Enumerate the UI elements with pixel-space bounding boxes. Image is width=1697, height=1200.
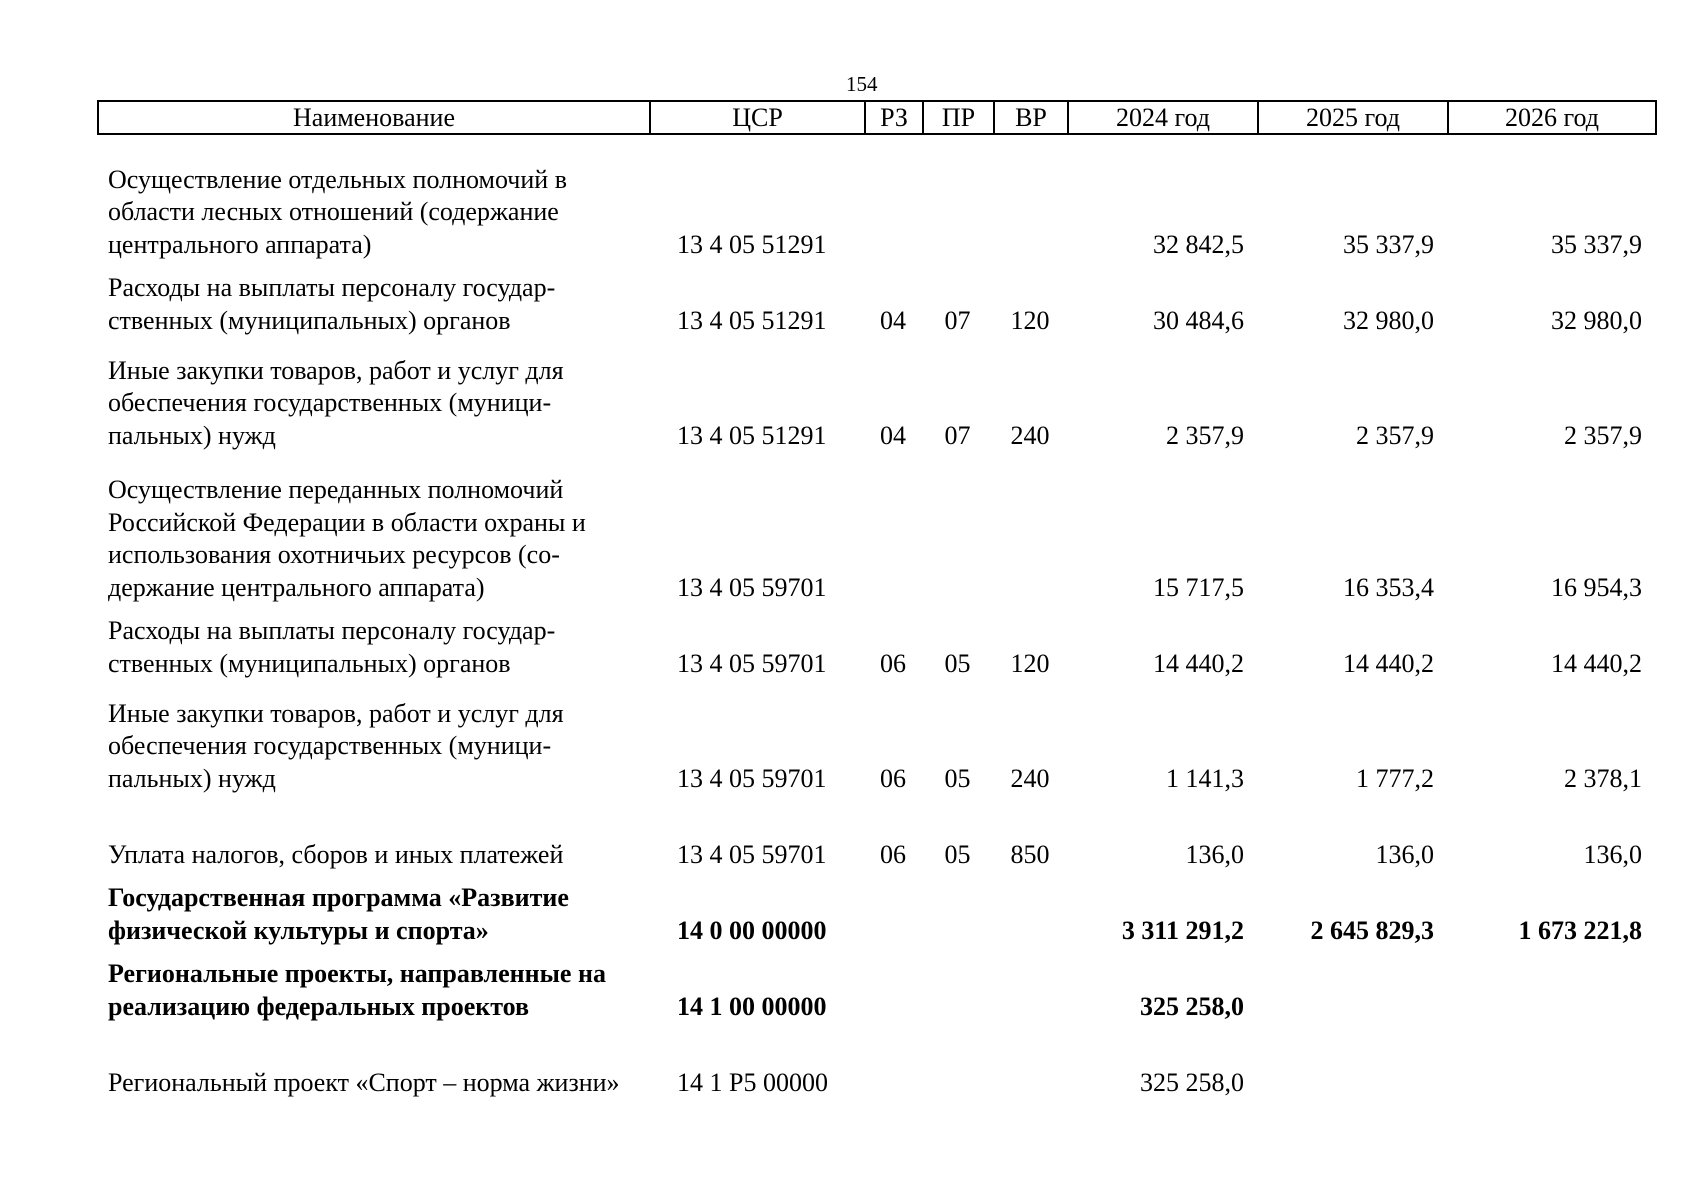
row-vr: 850	[1010, 839, 1050, 869]
row-2025: 14 440,2	[1343, 648, 1434, 678]
row-vr	[993, 871, 1067, 947]
table-row	[97, 1023, 1655, 1099]
header-2026: 2026 год	[1448, 101, 1656, 134]
row-pr: 05	[944, 839, 971, 869]
row-name: Региональный проект «Спорт – норма жизни»	[108, 1067, 620, 1097]
row-csr: 13 4 05 59701	[677, 648, 827, 678]
row-csr: 13 4 05 59701	[677, 572, 827, 602]
row-rz: 06	[880, 839, 906, 869]
row-2025: 35 337,9	[1343, 229, 1434, 259]
row-2024: 325 258,0	[1140, 991, 1244, 1021]
row-pr	[922, 871, 993, 947]
row-name: Расходы на выплаты персоналу государ-ственных (муниципальных) органов	[108, 273, 556, 335]
row-2024: 2 357,9	[1166, 420, 1244, 450]
header-2024: 2024 год	[1068, 101, 1258, 134]
row-csr: 14 1 Р5 00000	[677, 1067, 828, 1097]
row-name: Осуществление отдельных полномочий в области лесных отношений (содержание центрального аппарата)	[108, 164, 567, 259]
row-2026: 14 440,2	[1551, 648, 1642, 678]
table-header	[97, 100, 1657, 135]
row-pr	[922, 1023, 993, 1099]
row-2025: 32 980,0	[1343, 305, 1434, 335]
row-name: Расходы на выплаты персоналу государ-ственных (муниципальных) органов	[108, 616, 556, 678]
header-rz: РЗ	[865, 101, 923, 134]
row-csr: 13 4 05 59701	[677, 839, 827, 869]
row-2026: 35 337,9	[1551, 229, 1642, 259]
row-2024: 1 141,3	[1166, 763, 1244, 793]
row-2026: 2 357,9	[1564, 420, 1642, 450]
row-2024: 15 717,5	[1153, 572, 1244, 602]
header-2025: 2025 год	[1258, 101, 1448, 134]
row-vr: 120	[1010, 305, 1050, 335]
row-vr	[993, 148, 1067, 261]
row-2024: 32 842,5	[1153, 229, 1244, 259]
row-rz: 06	[880, 763, 906, 793]
header-name: Наименование	[98, 101, 650, 134]
row-pr	[922, 452, 993, 604]
row-csr: 14 1 00 00000	[677, 991, 827, 1021]
row-rz	[864, 1023, 922, 1099]
table-row	[97, 452, 1655, 604]
table-row	[97, 795, 1655, 871]
table-row	[97, 148, 1655, 261]
row-rz	[864, 148, 922, 261]
row-2026: 32 980,0	[1551, 305, 1642, 335]
header-pr: ПР	[923, 101, 994, 134]
row-pr: 07	[944, 420, 971, 450]
table-row	[97, 604, 1655, 680]
row-csr: 14 0 00 00000	[677, 915, 827, 945]
row-rz: 04	[880, 305, 906, 335]
row-vr	[993, 1023, 1067, 1099]
row-csr: 13 4 05 51291	[677, 229, 827, 259]
row-2025: 1 777,2	[1356, 763, 1434, 793]
row-rz	[864, 871, 922, 947]
row-vr: 240	[1010, 420, 1050, 450]
row-2025: 2 645 829,3	[1310, 915, 1434, 945]
row-2026: 136,0	[1583, 839, 1642, 869]
row-vr: 120	[1010, 648, 1050, 678]
table-row	[97, 871, 1655, 947]
row-csr: 13 4 05 59701	[677, 763, 827, 793]
row-pr	[922, 947, 993, 1023]
row-vr	[993, 947, 1067, 1023]
row-vr: 240	[1010, 763, 1050, 793]
row-name: Региональные проекты, направленные на реализацию федеральных проектов	[108, 959, 606, 1021]
row-name: Осуществление переданных полномочий Российской Федерации в области охраны и использования охотничьих ресурсов (со-держание центрального аппарата)	[108, 475, 586, 602]
row-name: Уплата налогов, сборов и иных платежей	[108, 839, 564, 869]
table-row	[97, 947, 1655, 1023]
header-csr: ЦСР	[650, 101, 865, 134]
row-name: Иные закупки товаров, работ и услуг для обеспечения государственных (муници-пальных) нужд	[108, 355, 564, 450]
row-2024: 325 258,0	[1140, 1067, 1244, 1097]
row-2026: 16 954,3	[1551, 572, 1642, 602]
row-vr	[993, 452, 1067, 604]
budget-table	[97, 148, 1655, 1099]
page-number: 154	[846, 72, 878, 96]
row-2025: 16 353,4	[1343, 572, 1434, 602]
row-2026	[1447, 1023, 1655, 1099]
row-2026	[1447, 947, 1655, 1023]
table-row	[97, 680, 1655, 795]
table-row	[97, 337, 1655, 452]
row-csr: 13 4 05 51291	[677, 305, 827, 335]
row-csr: 13 4 05 51291	[677, 420, 827, 450]
row-pr: 05	[944, 648, 971, 678]
table-row	[97, 261, 1655, 337]
row-pr	[922, 148, 993, 261]
row-rz: 06	[880, 648, 906, 678]
row-2025: 136,0	[1375, 839, 1434, 869]
row-2026: 1 673 221,8	[1518, 915, 1642, 945]
row-rz	[864, 452, 922, 604]
row-name: Государственная программа «Развитие физической культуры и спорта»	[108, 883, 569, 945]
row-2025: 2 357,9	[1356, 420, 1434, 450]
row-2024: 3 311 291,2	[1121, 915, 1244, 945]
row-rz	[864, 947, 922, 1023]
row-2024: 30 484,6	[1153, 305, 1244, 335]
row-2025	[1257, 947, 1447, 1023]
row-2024: 136,0	[1185, 839, 1244, 869]
row-2024: 14 440,2	[1153, 648, 1244, 678]
row-name: Иные закупки товаров, работ и услуг для обеспечения государственных (муници-пальных) нужд	[108, 698, 564, 793]
row-rz: 04	[880, 420, 906, 450]
row-pr: 07	[944, 305, 971, 335]
row-2026: 2 378,1	[1564, 763, 1642, 793]
row-pr: 05	[944, 763, 971, 793]
row-2025	[1257, 1023, 1447, 1099]
header-vr: ВР	[994, 101, 1068, 134]
